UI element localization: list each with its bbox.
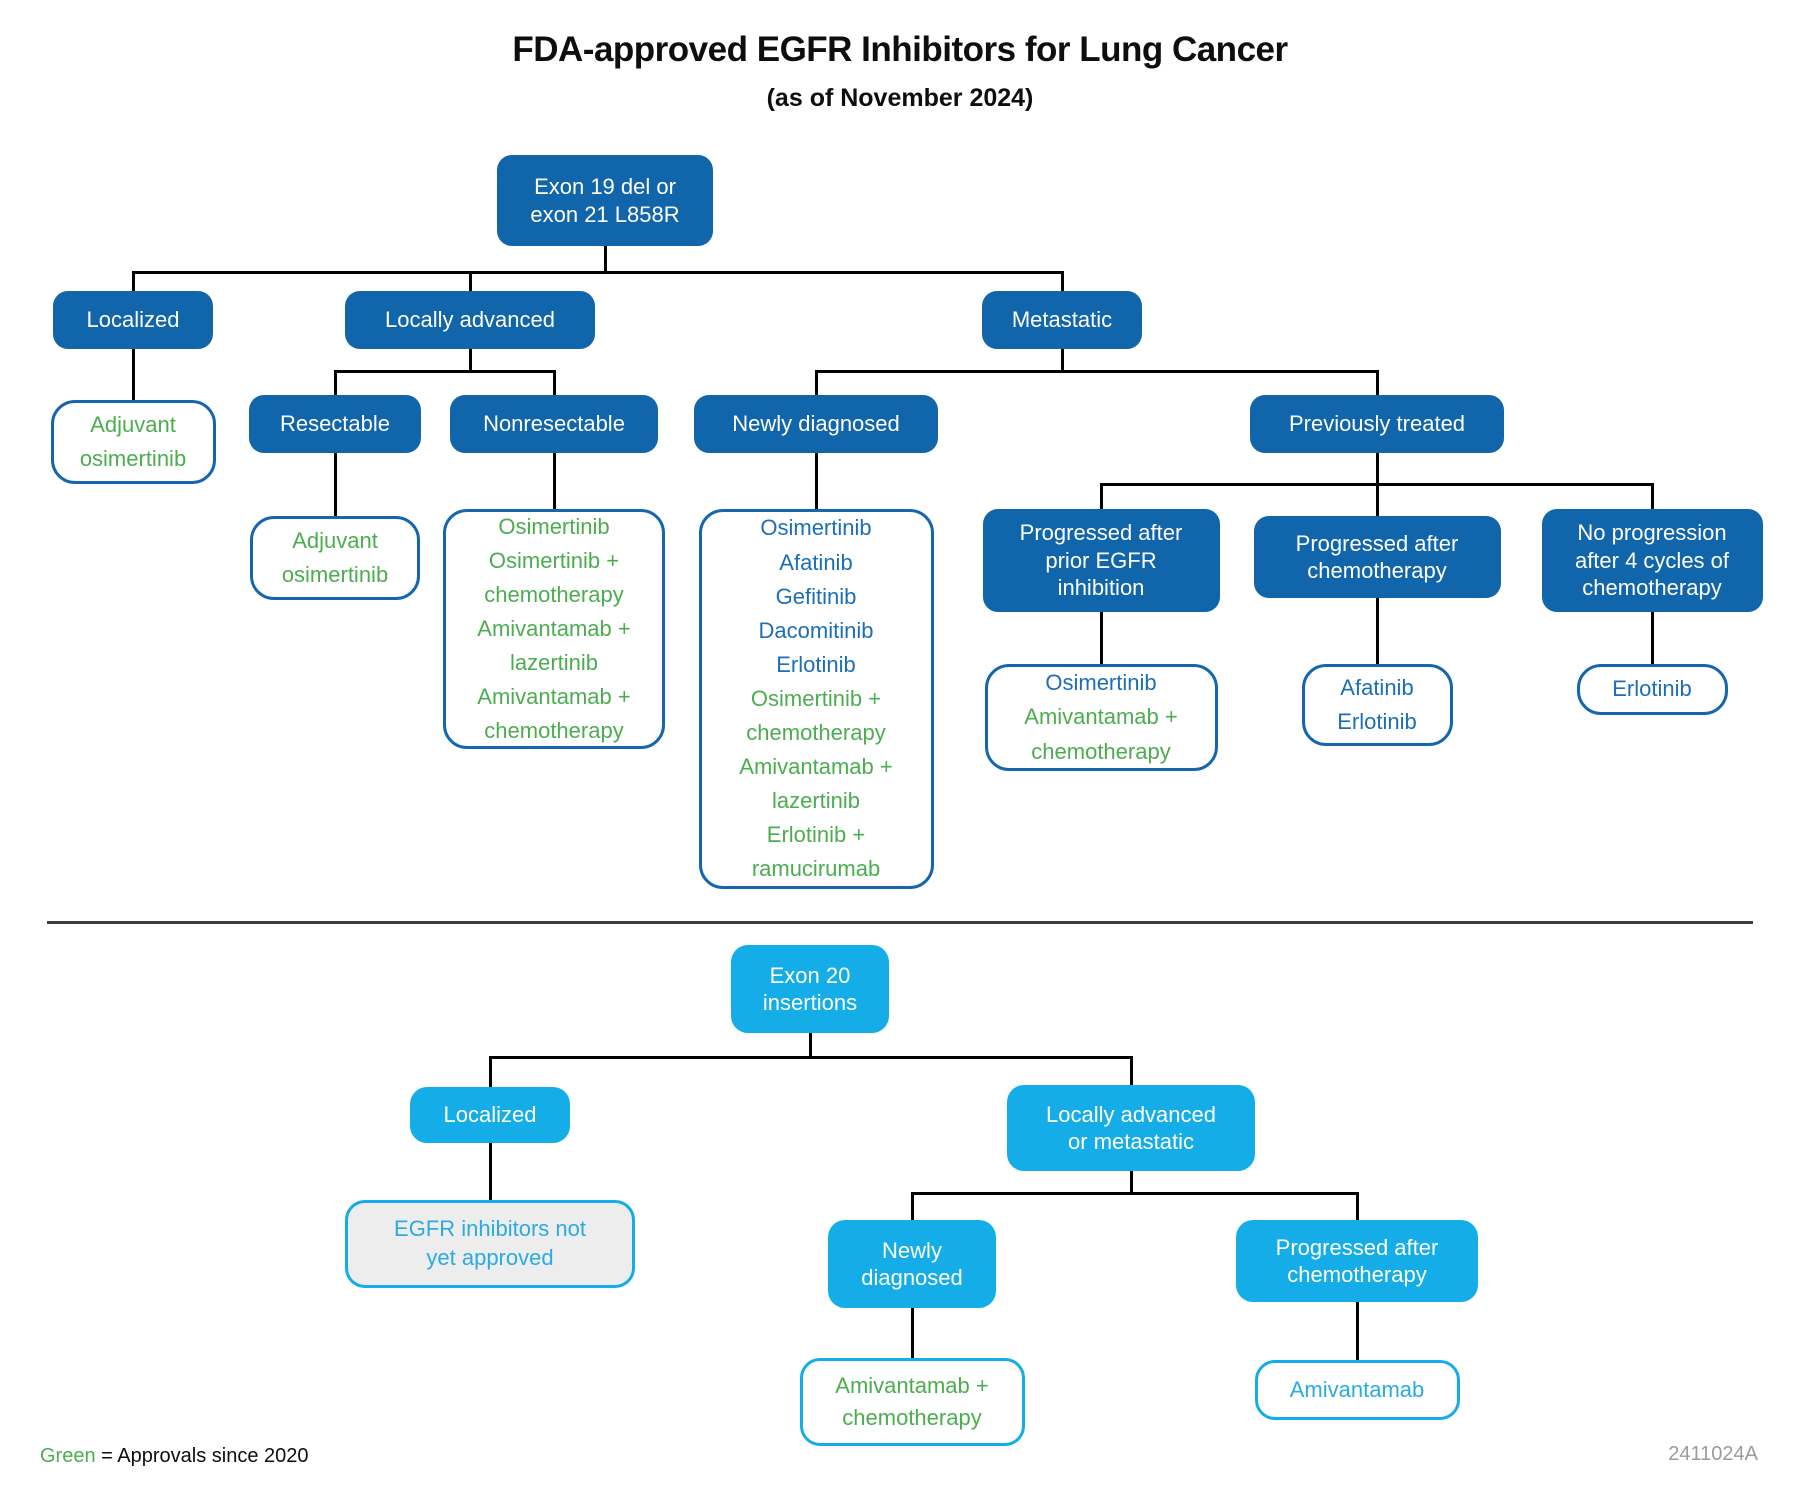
locally-advanced-box — [345, 291, 595, 349]
exon20-localized-box — [410, 1087, 570, 1143]
connector-line — [815, 370, 1379, 373]
node-line: lazertinib — [771, 788, 861, 814]
metastatic-box — [982, 291, 1142, 349]
node-line: Progressed after — [1019, 520, 1183, 546]
legend-green-word: Green — [40, 1445, 96, 1467]
resectable-treatment-leaf — [250, 516, 420, 600]
exon20-newly-diagnosed-box — [828, 1220, 996, 1308]
progressed-after-chemotherapy-box — [1254, 516, 1501, 598]
newly-diagnosed-treatment-leaf — [699, 509, 934, 889]
node-line: chemotherapy — [484, 718, 624, 744]
connector-line — [604, 246, 607, 271]
localized-box — [53, 291, 213, 349]
newly-diagnosed-box — [694, 395, 938, 453]
connector-line — [1100, 638, 1103, 665]
node-line: osimertinib — [79, 446, 187, 471]
node-line: chemotherapy — [746, 720, 886, 746]
node-line: Osimertinib + — [488, 547, 620, 573]
node-line: Exon 20 — [769, 962, 851, 988]
node-line: Dacomitinib — [758, 617, 874, 643]
connector-line — [132, 349, 135, 375]
exon20-after-chemotherapy-treatment-leaf — [1255, 1360, 1460, 1420]
node-line: chemotherapy — [1307, 558, 1447, 583]
node-line: prior EGFR — [1045, 547, 1157, 573]
connector-line — [489, 1056, 492, 1088]
connector-line — [815, 370, 818, 396]
node-line: EGFR inhibitors not — [394, 1216, 586, 1242]
exon20-root-box — [731, 945, 889, 1033]
legend — [40, 1445, 309, 1468]
exon19-21-root-box — [497, 155, 713, 246]
node-line: inhibition — [1057, 575, 1145, 601]
node-line: diagnosed — [861, 1265, 963, 1290]
connector-line — [469, 349, 472, 370]
connector-line — [553, 370, 556, 396]
connector-line — [1061, 271, 1064, 292]
nonresectable-box — [450, 395, 658, 453]
connector-line — [911, 1192, 1359, 1195]
exon20-newly-diagnosed-treatment-leaf — [800, 1358, 1025, 1446]
connector-line — [911, 1192, 914, 1221]
node-line: Gefitinib — [775, 583, 857, 609]
section-divider — [47, 921, 1753, 924]
previously-treated-box — [1250, 395, 1504, 453]
progressed-after-prior-egfr-inhibition-box — [983, 509, 1220, 612]
connector-line — [1130, 1171, 1133, 1192]
connector-line — [469, 271, 472, 292]
connector-line — [334, 453, 337, 485]
connector-line — [553, 453, 556, 480]
connector-line — [1356, 1192, 1359, 1221]
resectable-box — [249, 395, 421, 453]
connector-line — [334, 370, 556, 373]
node-line: after 4 cycles of — [1574, 547, 1730, 573]
node-line: Amivantamab — [1289, 1377, 1425, 1403]
node-line: chemotherapy — [484, 581, 624, 607]
node-line: No progression — [1577, 520, 1727, 546]
after-chemotherapy-treatment-leaf — [1302, 664, 1453, 746]
node-line: insertions — [762, 990, 858, 1015]
connector-line — [1061, 349, 1064, 370]
connector-line — [815, 480, 818, 510]
figure-id: 2411024A — [1668, 1443, 1758, 1465]
page-subtitle: (as of November 2024) — [766, 84, 1034, 112]
egfr-inhibitors-not-yet-approved-leaf — [345, 1200, 635, 1288]
node-line: Erlotinib + — [766, 822, 866, 848]
node-line: Localized — [443, 1102, 537, 1128]
node-line: Amivantamab + — [477, 615, 631, 641]
legend-text: = Approvals since 2020 — [95, 1445, 309, 1467]
connector-line — [1376, 483, 1379, 517]
node-line: Locally advanced — [384, 307, 555, 333]
node-line: Erlotinib — [1337, 709, 1417, 734]
connector-line — [1376, 453, 1379, 483]
node-line: Newly diagnosed — [732, 411, 900, 437]
node-line: Osimertinib — [498, 513, 610, 539]
node-line: Amivantamab + — [739, 754, 893, 780]
node-line: Locally advanced — [1045, 1101, 1216, 1127]
after-egfr-inhibition-treatment-leaf — [985, 664, 1218, 771]
connector-line — [911, 1308, 914, 1332]
connector-line — [1376, 370, 1379, 396]
connector-line — [809, 1033, 812, 1056]
node-line: Progressed after — [1295, 530, 1459, 556]
node-line: exon 21 L858R — [530, 201, 680, 227]
connector-line — [815, 453, 818, 480]
node-line: Previously treated — [1288, 411, 1466, 437]
connector-line — [334, 370, 337, 396]
connector-line — [1130, 1056, 1133, 1086]
node-line: chemotherapy — [1031, 738, 1171, 764]
connector-line — [489, 1143, 492, 1170]
node-line: Resectable — [279, 411, 391, 437]
connector-line — [334, 485, 337, 517]
node-line: Amivantamab + — [477, 684, 631, 710]
node-line: ramucirumab — [751, 856, 881, 882]
node-line: Nonresectable — [483, 411, 625, 437]
node-line: chemotherapy — [1582, 575, 1722, 601]
connector-line — [132, 375, 135, 401]
node-line: Afatinib — [1340, 674, 1414, 700]
node-line: Erlotinib — [776, 651, 856, 677]
connector-line — [132, 271, 1064, 274]
connector-line — [1651, 638, 1654, 665]
connector-line — [1651, 612, 1654, 638]
page-title: FDA-approved EGFR Inhibitors for Lung Cancer — [512, 30, 1288, 69]
node-line: or metastatic — [1068, 1129, 1194, 1154]
connector-line — [1100, 483, 1103, 510]
connector-line — [1356, 1302, 1359, 1330]
node-line: Osimertinib + — [750, 685, 882, 711]
connector-line — [489, 1170, 492, 1201]
connector-line — [1376, 630, 1379, 665]
connector-line — [489, 1056, 1133, 1059]
node-line: Metastatic — [1011, 307, 1113, 333]
node-line: chemotherapy — [842, 1405, 982, 1430]
no-progression-after-4-cycles-box — [1542, 509, 1763, 612]
exon20-progressed-after-chemotherapy-box — [1236, 1220, 1478, 1302]
no-progression-treatment-leaf — [1577, 664, 1728, 715]
node-line: Amivantamab + — [835, 1373, 989, 1399]
node-line: Exon 19 del or — [534, 174, 676, 199]
connector-line — [1651, 483, 1654, 510]
node-line: Afatinib — [779, 549, 853, 575]
node-line: Osimertinib — [760, 515, 872, 541]
node-line: Osimertinib — [1045, 670, 1157, 696]
nonresectable-treatment-leaf — [443, 509, 665, 749]
connector-line — [553, 480, 556, 510]
node-line: Localized — [86, 307, 180, 333]
node-line: Erlotinib — [1612, 676, 1692, 702]
node-line: Adjuvant — [90, 411, 176, 437]
node-line: Amivantamab + — [1024, 704, 1178, 730]
localized-treatment-leaf — [51, 400, 216, 484]
connector-line — [1356, 1330, 1359, 1361]
connector-line — [1100, 612, 1103, 638]
node-line: osimertinib — [281, 562, 389, 587]
node-line: Progressed after — [1275, 1234, 1439, 1260]
connector-line — [911, 1332, 914, 1359]
node-line: chemotherapy — [1287, 1262, 1427, 1287]
connector-line — [132, 271, 135, 292]
node-line: yet approved — [426, 1245, 554, 1270]
node-line: lazertinib — [509, 650, 599, 676]
node-line: Adjuvant — [292, 527, 378, 553]
connector-line — [1376, 598, 1379, 630]
locally-advanced-or-metastatic-box — [1007, 1085, 1255, 1171]
node-line: Newly — [882, 1237, 942, 1263]
